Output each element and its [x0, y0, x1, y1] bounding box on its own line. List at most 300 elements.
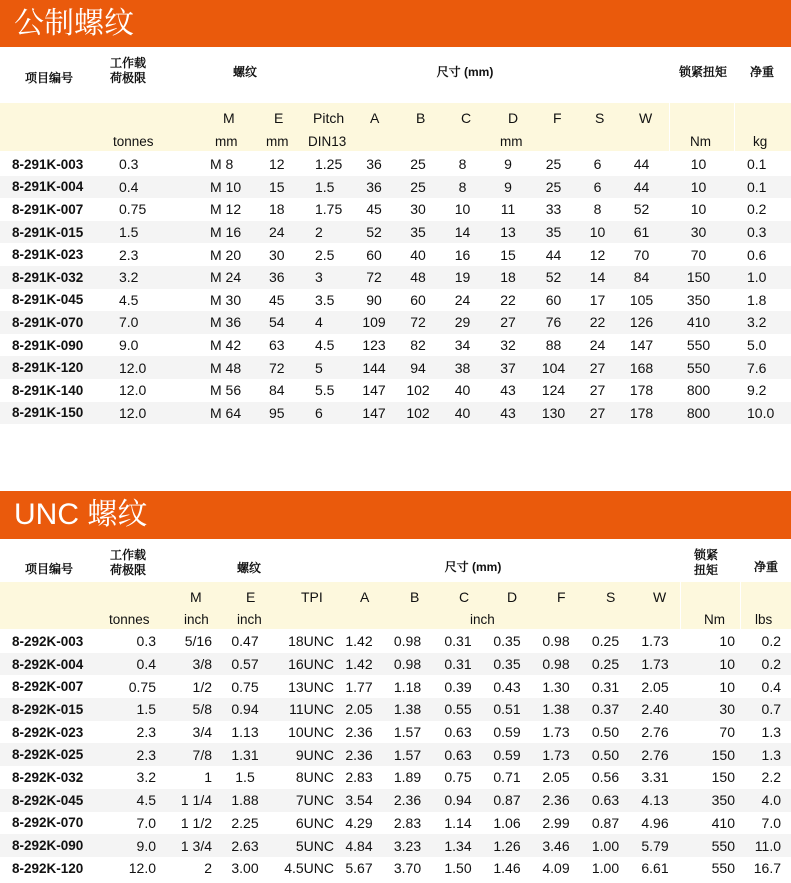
table-cell: 0.47	[231, 633, 259, 650]
metric-unit-m: mm	[215, 134, 238, 149]
table-cell: 27	[485, 311, 531, 334]
table-cell: 12.0	[105, 402, 205, 425]
table-cell: 44	[633, 156, 650, 173]
table-cell: 1 3/4	[156, 834, 216, 857]
table-cell: 72	[396, 311, 440, 334]
table-cell: 0.55	[433, 698, 483, 721]
table-cell: 2.3	[105, 743, 156, 766]
table-cell: 22	[576, 311, 619, 334]
table-cell: 10	[576, 221, 619, 244]
table-cell: 0.94	[433, 789, 483, 812]
table-cell: 0.56	[591, 769, 620, 786]
table-cell: 0.59	[493, 724, 521, 741]
table-cell: 550	[680, 834, 743, 857]
table-cell: 4.5	[315, 337, 335, 354]
metric-data-table	[0, 153, 791, 424]
table-cell: 18UNC	[288, 633, 334, 650]
table-cell: 2	[307, 221, 352, 244]
table-cell: 9UNC	[274, 743, 336, 766]
table-cell: 1.57	[393, 724, 422, 741]
unc-dims-header: 尺寸 (mm)	[444, 560, 502, 574]
table-cell: 4	[307, 311, 352, 334]
table-cell: 150	[711, 769, 735, 786]
table-cell: 44	[545, 246, 562, 263]
table-cell: 5.0	[747, 337, 767, 354]
table-cell: 4.5	[119, 291, 139, 308]
item-code-cell: 8-291K-150	[0, 402, 105, 425]
table-cell: 8	[593, 201, 602, 218]
unc-sub-d: D	[507, 589, 518, 605]
item-code-cell: 8-292K-070	[12, 815, 84, 831]
table-cell: 16	[454, 246, 471, 263]
table-cell: 410	[711, 814, 735, 831]
table-cell: 1.26	[483, 834, 531, 857]
table-cell: 8UNC	[295, 769, 334, 786]
item-code-cell: 8-292K-007	[12, 679, 84, 695]
table-cell: 1.8	[747, 291, 767, 308]
table-cell: 0.75	[128, 678, 156, 695]
table-cell: 45	[269, 291, 285, 308]
table-cell: 410	[664, 311, 733, 334]
table-cell: 1.5	[307, 176, 352, 199]
table-cell: 40	[410, 246, 426, 263]
table-cell: 168	[619, 356, 664, 379]
table-cell: 33	[545, 201, 562, 218]
table-cell: 44	[619, 176, 664, 199]
table-cell: 18	[269, 201, 285, 218]
table-cell: 54	[257, 311, 307, 334]
table-cell: 1.14	[444, 814, 472, 831]
table-cell: 178	[629, 382, 654, 399]
table-cell: 84	[619, 266, 664, 289]
table-cell: 36	[352, 176, 396, 199]
table-cell: 0.4	[761, 678, 781, 695]
table-cell: 43	[500, 382, 516, 399]
table-cell: 1.38	[531, 698, 581, 721]
table-cell: 150	[680, 743, 743, 766]
table-cell: 2.76	[641, 724, 669, 741]
table-cell: 0.35	[493, 633, 521, 650]
table-cell: 6.61	[641, 860, 669, 877]
table-cell: 0.50	[591, 724, 620, 741]
table-cell: 6	[307, 402, 352, 425]
table-cell: 3.70	[393, 860, 422, 877]
item-code-cell: 8-291K-007	[12, 201, 84, 217]
table-row	[0, 379, 791, 402]
table-cell: 9.0	[105, 834, 156, 857]
table-cell: 0.3	[136, 633, 156, 650]
unc-unit-m: inch	[184, 612, 209, 627]
table-cell: 5	[307, 356, 352, 379]
table-cell: 5UNC	[274, 834, 336, 857]
table-cell: 1.50	[444, 860, 472, 877]
table-row	[0, 289, 791, 312]
table-cell: 123	[362, 337, 386, 354]
unc-load-header	[100, 548, 156, 578]
metric-unit-pitch: DIN13	[308, 134, 347, 149]
unc-unit-weight: lbs	[755, 612, 773, 627]
table-cell: 147	[362, 382, 386, 399]
table-cell: 2.83	[393, 814, 422, 831]
table-cell: 40	[454, 382, 471, 399]
table-cell: 0.25	[581, 653, 630, 676]
table-cell: 0.35	[483, 653, 531, 676]
table-cell: 3.2	[733, 311, 791, 334]
table-row	[0, 198, 791, 221]
table-cell: 12.0	[128, 860, 156, 877]
table-cell: 94	[396, 356, 440, 379]
unc-thread-header: 螺纹	[236, 561, 261, 575]
item-code-cell: 8-291K-015	[0, 221, 105, 244]
table-cell: 1.73	[630, 653, 680, 676]
table-cell: 3/8	[156, 653, 216, 676]
table-cell: 10	[719, 678, 735, 695]
table-cell: 27	[589, 382, 606, 399]
table-cell: M 12	[210, 201, 242, 218]
table-cell: 1.57	[382, 743, 433, 766]
table-cell: 1 1/2	[180, 814, 212, 831]
table-cell: 13UNC	[288, 678, 334, 695]
unc-data-table	[0, 630, 791, 880]
table-cell: 0.98	[382, 653, 433, 676]
table-cell: 800	[664, 402, 733, 425]
table-cell: 7.0	[136, 814, 156, 831]
table-cell: 1.00	[581, 834, 630, 857]
table-cell: 70	[690, 246, 707, 263]
table-cell: 25	[396, 176, 440, 199]
unc-code-header: 项目编号	[24, 562, 73, 576]
table-cell: 2.40	[630, 698, 680, 721]
table-cell: 102	[396, 402, 440, 425]
item-code-cell: 8-292K-090	[0, 834, 105, 857]
unc-sub-s: S	[606, 589, 616, 605]
item-code-cell: 8-292K-015	[0, 698, 105, 721]
table-cell: M 24	[205, 266, 257, 289]
table-cell: 40	[440, 402, 485, 425]
table-cell: 1.5	[105, 221, 205, 244]
table-cell: 27	[576, 402, 619, 425]
table-cell: 10	[454, 201, 471, 218]
table-cell: 6UNC	[295, 814, 334, 831]
table-cell: 1 1/4	[156, 789, 216, 812]
table-cell: 104	[531, 356, 576, 379]
table-cell: 1.42	[336, 653, 382, 676]
table-row	[0, 812, 791, 835]
table-cell: 1.30	[542, 678, 570, 695]
table-cell: 10	[690, 156, 707, 173]
table-cell: 35	[531, 221, 576, 244]
table-cell: 60	[410, 291, 426, 308]
table-cell: 11	[500, 201, 516, 218]
table-cell: 0.87	[591, 814, 620, 831]
table-cell: 2.83	[345, 769, 373, 786]
metric-sub-s: S	[595, 110, 605, 126]
item-code-cell: 8-291K-090	[12, 337, 84, 353]
table-cell: 350	[686, 291, 711, 308]
table-cell: 0.31	[433, 653, 483, 676]
table-cell: 2.2	[761, 769, 781, 786]
table-cell: 2.05	[641, 678, 669, 695]
table-cell: 5/16	[184, 633, 212, 650]
table-cell: 1.73	[531, 743, 581, 766]
table-cell: 0.1	[733, 176, 791, 199]
table-cell: 800	[686, 382, 711, 399]
table-cell: M 8	[210, 156, 234, 173]
table-cell: 0.98	[542, 633, 570, 650]
table-cell: 14	[440, 221, 485, 244]
unc-weight-header: 净重	[753, 560, 778, 574]
table-cell: 11.0	[743, 834, 791, 857]
metric-load-header-line1: 工作载	[109, 56, 146, 70]
metric-sub-w: W	[639, 110, 653, 126]
table-cell: 63	[269, 337, 285, 354]
table-cell: 9	[485, 176, 531, 199]
item-code-cell: 8-292K-032	[12, 769, 84, 785]
table-row	[0, 721, 791, 744]
table-cell: 7.0	[105, 311, 205, 334]
table-row	[0, 266, 791, 289]
table-cell: 2.05	[336, 698, 382, 721]
table-cell: 1.42	[345, 633, 373, 650]
table-cell: 3	[307, 266, 352, 289]
table-cell: 0.57	[216, 653, 274, 676]
table-cell: 95	[257, 402, 307, 425]
unc-section-title: UNC 螺纹	[0, 491, 791, 539]
table-cell: 0.37	[581, 698, 630, 721]
table-cell: 0.4	[105, 653, 156, 676]
table-cell: 147	[629, 337, 654, 354]
table-cell: 10.0	[733, 402, 791, 425]
metric-unit-load: tonnes	[113, 134, 154, 149]
table-cell: 0.98	[393, 633, 422, 650]
table-cell: 109	[352, 311, 396, 334]
table-cell: 1.89	[393, 769, 422, 786]
table-cell: 9	[504, 156, 512, 173]
unc-band-divider	[680, 582, 681, 629]
table-cell: 10	[719, 633, 735, 650]
table-cell: 19	[440, 266, 485, 289]
table-cell: 2.5	[315, 246, 335, 263]
item-code-cell: 8-292K-025	[0, 743, 105, 766]
table-cell: 550	[711, 860, 735, 877]
item-code-cell: 8-291K-032	[0, 266, 105, 289]
table-cell: 124	[541, 382, 566, 399]
table-cell: 1.73	[641, 633, 669, 650]
table-cell: M 20	[210, 246, 242, 263]
metric-sub-b: B	[416, 110, 426, 126]
table-cell: 0.25	[591, 633, 620, 650]
table-cell: 0.98	[531, 653, 581, 676]
table-cell: 0.2	[743, 653, 791, 676]
metric-sub-d: D	[508, 110, 519, 126]
table-cell: 14	[576, 266, 619, 289]
table-cell: 0.31	[444, 633, 472, 650]
metric-unit-e: mm	[266, 134, 289, 149]
unc-unit-dims: inch	[470, 612, 495, 627]
table-cell: 0.6	[747, 246, 767, 263]
table-cell: 11UNC	[274, 698, 336, 721]
table-cell: 7UNC	[274, 789, 336, 812]
table-cell: 12	[589, 246, 606, 263]
table-cell: M 64	[205, 402, 257, 425]
table-cell: 0.4	[105, 176, 205, 199]
metric-band-divider	[734, 103, 735, 151]
unc-unit-torque: Nm	[704, 612, 725, 627]
table-cell: 30	[680, 698, 743, 721]
table-row	[0, 221, 791, 244]
table-cell: 9.2	[747, 382, 767, 399]
item-code-cell: 8-291K-120	[0, 356, 105, 379]
table-cell: 7/8	[156, 743, 216, 766]
unc-torque-header-line2: 扭矩	[693, 563, 718, 577]
table-cell: 8	[458, 156, 467, 173]
table-cell: 1.34	[433, 834, 483, 857]
table-cell: 0.63	[581, 789, 630, 812]
table-cell: 34	[454, 337, 471, 354]
table-cell: 4.96	[641, 814, 669, 831]
table-cell: 2.63	[216, 834, 274, 857]
table-cell: 0.75	[231, 678, 259, 695]
table-row	[0, 334, 791, 357]
table-cell: 0.2	[761, 633, 781, 650]
unc-torque-header	[686, 548, 726, 578]
unc-sub-c: C	[459, 589, 470, 605]
table-row	[0, 857, 791, 880]
unc-sub-b: B	[410, 589, 420, 605]
table-cell: 1.00	[591, 860, 620, 877]
table-cell: 35	[396, 221, 440, 244]
unc-sub-m: M	[190, 589, 202, 605]
table-cell: 2.05	[542, 769, 570, 786]
table-cell: 4.29	[345, 814, 373, 831]
table-cell: 5/8	[156, 698, 216, 721]
table-cell: 30	[410, 201, 426, 218]
table-cell: 2	[204, 860, 212, 877]
table-cell: 3.2	[136, 769, 156, 786]
table-cell: 0.3	[119, 156, 139, 173]
unc-load-header-line1: 工作载	[109, 548, 146, 562]
table-cell: 12.0	[105, 356, 205, 379]
table-cell: 1.18	[393, 678, 422, 695]
metric-sub-f: F	[553, 110, 562, 126]
item-code-cell: 8-291K-004	[0, 176, 105, 199]
table-cell: 48	[396, 266, 440, 289]
table-cell: 6	[593, 156, 602, 173]
table-cell: 105	[629, 291, 654, 308]
table-cell: 102	[406, 382, 430, 399]
table-cell: 17	[589, 291, 606, 308]
table-row	[0, 766, 791, 789]
table-cell: 36	[366, 156, 382, 173]
table-cell: 43	[485, 402, 531, 425]
table-cell: 2.76	[630, 743, 680, 766]
table-cell: M 48	[205, 356, 257, 379]
table-cell: 10	[664, 176, 733, 199]
table-cell: 72	[257, 356, 307, 379]
table-row	[0, 698, 791, 721]
table-cell: 7.6	[733, 356, 791, 379]
table-row	[0, 176, 791, 199]
table-cell: 0.71	[493, 769, 521, 786]
table-cell: 8	[440, 176, 485, 199]
table-cell: 4.0	[743, 789, 791, 812]
table-cell: 1.73	[542, 724, 570, 741]
table-cell: 1.06	[493, 814, 521, 831]
item-code-cell: 8-291K-045	[12, 292, 84, 308]
table-cell: 350	[680, 789, 743, 812]
table-cell: 16UNC	[274, 653, 336, 676]
table-cell: 22	[500, 291, 516, 308]
table-cell: 0.1	[747, 156, 767, 173]
table-cell: 550	[664, 356, 733, 379]
table-row	[0, 311, 791, 334]
unc-torque-header-line1: 锁紧	[693, 548, 718, 562]
table-cell: 36	[257, 266, 307, 289]
table-cell: M 10	[205, 176, 257, 199]
table-cell: 0.31	[591, 678, 620, 695]
table-cell: 90	[366, 291, 382, 308]
table-cell: 130	[531, 402, 576, 425]
table-cell: 76	[531, 311, 576, 334]
table-cell: 1.31	[216, 743, 274, 766]
table-cell: 0.63	[433, 743, 483, 766]
table-cell: 1.38	[382, 698, 433, 721]
metric-dims-header: 尺寸 (mm)	[436, 65, 494, 79]
table-cell: 45	[366, 201, 382, 218]
table-cell: 2.25	[231, 814, 259, 831]
table-cell: 1.13	[231, 724, 259, 741]
table-cell: 32	[500, 337, 516, 354]
table-cell: 3.2	[105, 266, 205, 289]
metric-unit-weight: kg	[753, 134, 768, 149]
table-row	[0, 356, 791, 379]
table-cell: 1.46	[493, 860, 521, 877]
table-cell: 150	[664, 266, 733, 289]
table-cell: 24	[454, 291, 471, 308]
table-cell: 144	[352, 356, 396, 379]
metric-torque-header: 锁紧扭矩	[678, 65, 727, 79]
table-row	[0, 402, 791, 425]
table-cell: 7.0	[761, 814, 781, 831]
item-code-cell: 8-292K-045	[0, 789, 105, 812]
table-cell: 52	[531, 266, 576, 289]
table-cell: 1.25	[315, 156, 343, 173]
table-cell: 12	[269, 156, 285, 173]
table-cell: 2.36	[336, 743, 382, 766]
table-cell: 1.0	[733, 266, 791, 289]
table-cell: 2.36	[382, 789, 433, 812]
table-cell: 1.88	[216, 789, 274, 812]
table-cell: 0.3	[733, 221, 791, 244]
metric-load-header	[100, 56, 156, 86]
table-cell: 37	[485, 356, 531, 379]
table-cell: 70	[633, 246, 650, 263]
table-row	[0, 153, 791, 176]
table-cell: 2.36	[345, 724, 373, 741]
table-cell: 0.75	[119, 201, 147, 218]
table-cell: 84	[269, 382, 285, 399]
table-cell: M 36	[205, 311, 257, 334]
table-cell: 147	[352, 402, 396, 425]
table-cell: M 42	[210, 337, 242, 354]
table-row	[0, 630, 791, 653]
table-cell: 25	[531, 176, 576, 199]
table-cell: 4.13	[630, 789, 680, 812]
table-cell: 24	[257, 221, 307, 244]
table-cell: 1/2	[192, 678, 212, 695]
table-cell: 60	[545, 291, 562, 308]
table-cell: 1.3	[761, 724, 781, 741]
